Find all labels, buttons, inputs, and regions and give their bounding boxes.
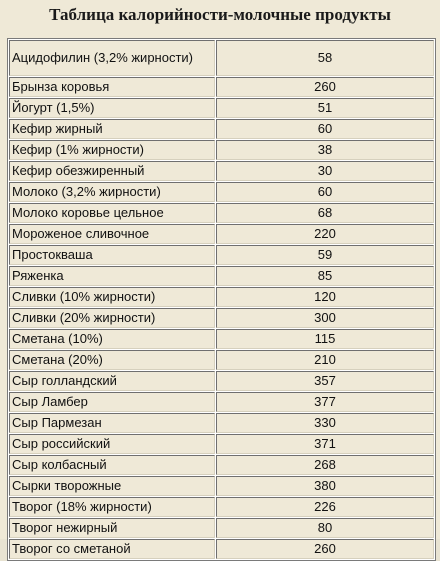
page-title: Таблица калорийности-молочные продукты bbox=[49, 5, 391, 24]
table-row bbox=[9, 350, 434, 370]
product-name-cell: Сыр Пармезан bbox=[9, 413, 215, 433]
calorie-value-cell: 60 bbox=[216, 119, 434, 139]
table-row bbox=[9, 476, 434, 496]
product-name-cell: Ряженка bbox=[9, 266, 215, 286]
product-name-cell: Сливки (10% жирности) bbox=[9, 287, 215, 307]
table-row bbox=[9, 434, 434, 454]
calorie-value-cell: 377 bbox=[216, 392, 434, 412]
table-row bbox=[9, 308, 434, 328]
product-name-cell: Сыр российский bbox=[9, 434, 215, 454]
calorie-value-cell: 210 bbox=[216, 350, 434, 370]
product-name-cell: Сливки (20% жирности) bbox=[9, 308, 215, 328]
calorie-value-cell: 68 bbox=[216, 203, 434, 223]
product-name-cell: Творог (18% жирности) bbox=[9, 497, 215, 517]
table-row bbox=[9, 497, 434, 517]
calorie-value-cell: 226 bbox=[216, 497, 434, 517]
product-name-cell: Сметана (20%) bbox=[9, 350, 215, 370]
table-row bbox=[9, 539, 434, 559]
table-row bbox=[9, 140, 434, 160]
product-name-cell: Сыр Ламбер bbox=[9, 392, 215, 412]
table-row bbox=[9, 161, 434, 181]
table-row bbox=[9, 203, 434, 223]
calorie-value-cell: 38 bbox=[216, 140, 434, 160]
calorie-value-cell: 268 bbox=[216, 455, 434, 475]
product-name-cell: Простокваша bbox=[9, 245, 215, 265]
calorie-value-cell: 357 bbox=[216, 371, 434, 391]
calorie-table bbox=[7, 38, 436, 561]
table-row bbox=[9, 329, 434, 349]
calorie-value-cell: 30 bbox=[216, 161, 434, 181]
calorie-value-cell: 60 bbox=[216, 182, 434, 202]
product-name-cell: Йогурт (1,5%) bbox=[9, 98, 215, 118]
table-row bbox=[9, 455, 434, 475]
product-name-cell: Молоко коровье цельное bbox=[9, 203, 215, 223]
product-name-cell: Сыр голландский bbox=[9, 371, 215, 391]
table-row bbox=[9, 371, 434, 391]
calorie-value-cell: 115 bbox=[216, 329, 434, 349]
table-row bbox=[9, 182, 434, 202]
product-name-cell: Творог со сметаной bbox=[9, 539, 215, 559]
product-name-cell: Кефир обезжиренный bbox=[9, 161, 215, 181]
product-name-cell: Ацидофилин (3,2% жирности) bbox=[9, 40, 215, 76]
table-row bbox=[9, 40, 434, 76]
table-row bbox=[9, 98, 434, 118]
product-name-cell: Сыр колбасный bbox=[9, 455, 215, 475]
table-row bbox=[9, 266, 434, 286]
table-row bbox=[9, 287, 434, 307]
product-name-cell: Мороженое сливочное bbox=[9, 224, 215, 244]
calorie-value-cell: 380 bbox=[216, 476, 434, 496]
calorie-value-cell: 330 bbox=[216, 413, 434, 433]
table-row bbox=[9, 224, 434, 244]
calorie-value-cell: 59 bbox=[216, 245, 434, 265]
calorie-value-cell: 260 bbox=[216, 539, 434, 559]
table-row bbox=[9, 518, 434, 538]
calorie-value-cell: 220 bbox=[216, 224, 434, 244]
table-row bbox=[9, 119, 434, 139]
product-name-cell: Молоко (3,2% жирности) bbox=[9, 182, 215, 202]
calorie-value-cell: 260 bbox=[216, 77, 434, 97]
calorie-value-cell: 300 bbox=[216, 308, 434, 328]
calorie-value-cell: 120 bbox=[216, 287, 434, 307]
calorie-value-cell: 51 bbox=[216, 98, 434, 118]
table-row bbox=[9, 392, 434, 412]
calorie-value-cell: 80 bbox=[216, 518, 434, 538]
product-name-cell: Кефир (1% жирности) bbox=[9, 140, 215, 160]
table-row bbox=[9, 245, 434, 265]
table-row bbox=[9, 77, 434, 97]
product-name-cell: Сметана (10%) bbox=[9, 329, 215, 349]
table-row bbox=[9, 413, 434, 433]
calorie-value-cell: 85 bbox=[216, 266, 434, 286]
calorie-value-cell: 371 bbox=[216, 434, 434, 454]
product-name-cell: Творог нежирный bbox=[9, 518, 215, 538]
calorie-value-cell: 58 bbox=[216, 40, 434, 76]
product-name-cell: Кефир жирный bbox=[9, 119, 215, 139]
product-name-cell: Брынза коровья bbox=[9, 77, 215, 97]
product-name-cell: Сырки творожные bbox=[9, 476, 215, 496]
